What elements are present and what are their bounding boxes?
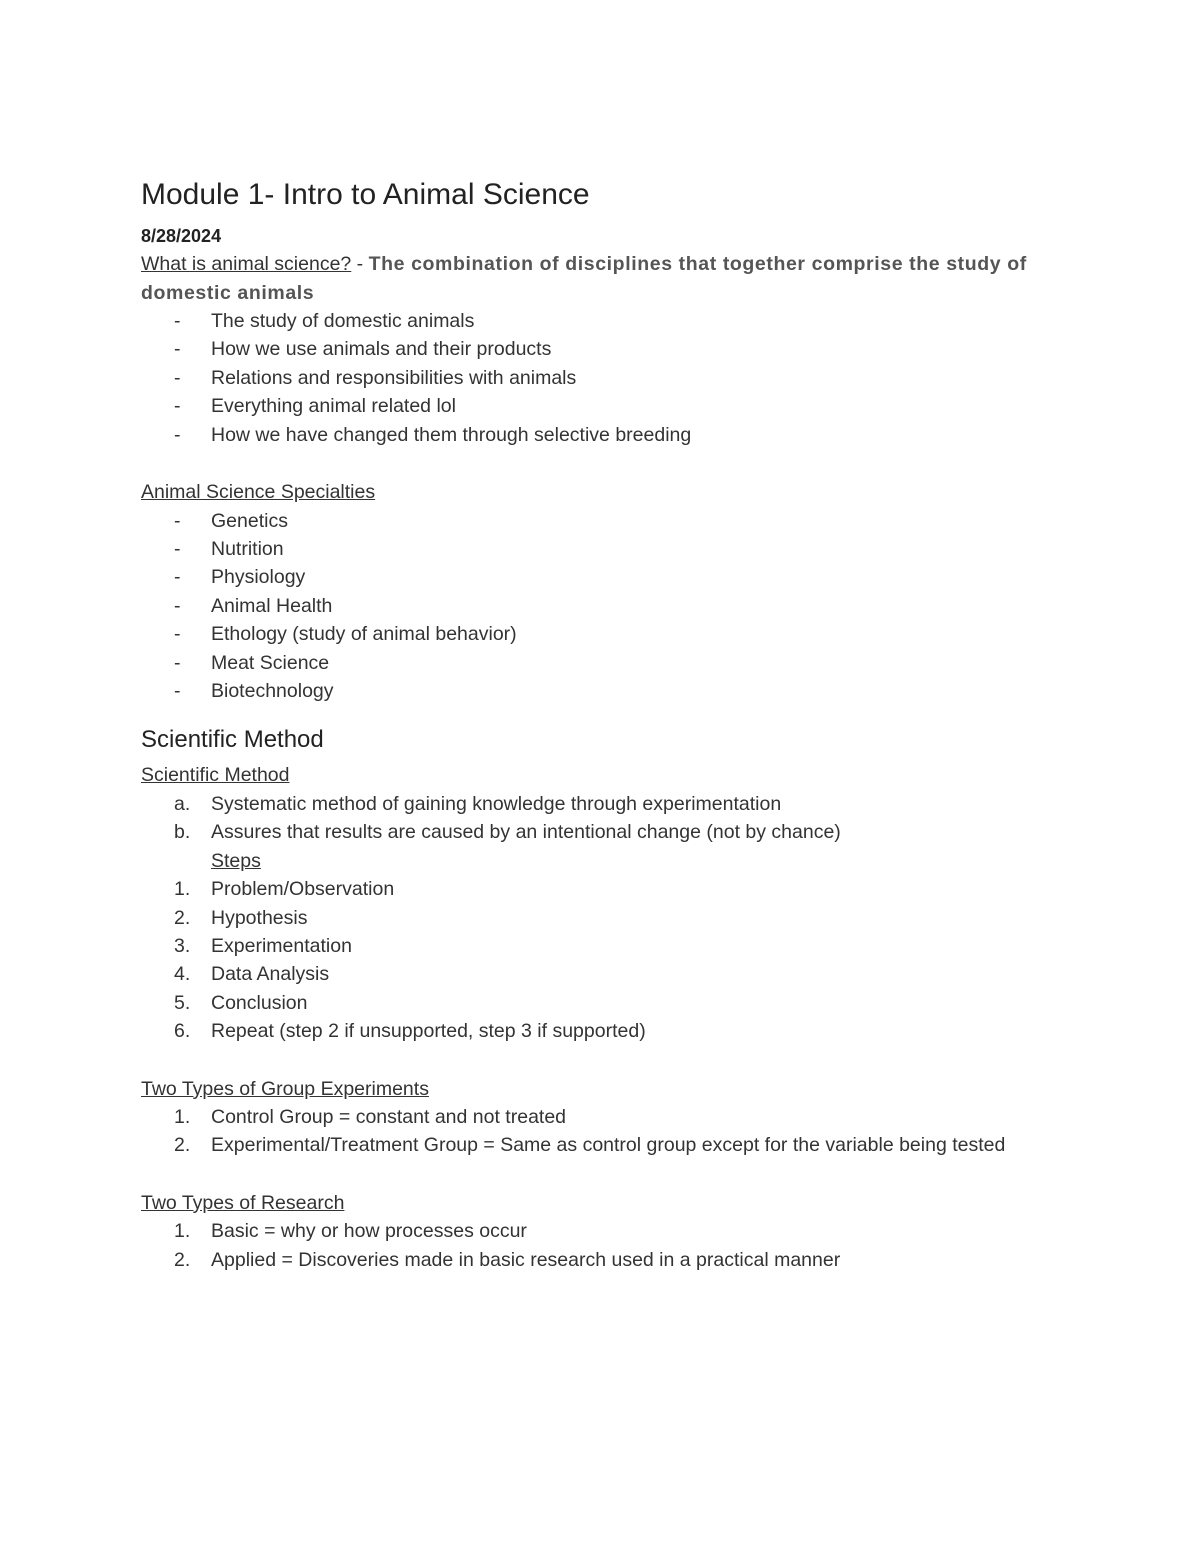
list-item: 1. Problem/Observation [141,875,1061,903]
what-is-separator: - [351,253,369,275]
document-date: 8/28/2024 [141,226,222,246]
section-title-scientific-method: Scientific Method [141,726,324,754]
list-item: b. Assures that results are caused by an intentional change (not by chance) [141,818,1061,846]
list-item: 2. Hypothesis [141,904,1061,932]
dash-marker: - [174,566,181,589]
dash-marker: - [174,537,181,560]
list-item: 2. Experimental/Treatment Group = Same as control group except for the variable being tested [141,1131,1061,1159]
list-item: - Biotechnology [141,677,1061,705]
dash-marker: - [174,366,181,389]
list-marker: 4. [174,963,191,986]
list-marker: 5. [174,991,191,1014]
list-item: - How we use animals and their products [141,335,1061,363]
list-item: a. Systematic method of gaining knowledge through experimentation [141,790,1061,818]
list-marker: a. [174,792,191,815]
list-item: - Everything animal related lol [141,392,1061,420]
specialties-heading: Animal Science Specialties [141,481,376,504]
spacer [141,1160,1061,1189]
scientific-method-subheading: Scientific Method [141,764,290,787]
group-experiments-heading: Two Types of Group Experiments [141,1077,429,1100]
what-is-question: What is animal science? [141,253,352,275]
steps-list [141,875,1061,1045]
list-item: 1. Basic = why or how processes occur [141,1217,1061,1245]
dash-marker: - [174,310,181,332]
list-item: 5. Conclusion [141,989,1061,1017]
list-item: 1. Control Group = constant and not treated [141,1103,1061,1131]
list-item: - Genetics [141,507,1061,535]
what-is-definition: The combination of disciplines that together comprise the study of domestic animals [141,253,1027,304]
dash-marker: - [174,338,181,361]
document-page [141,174,1061,1274]
dash-marker: - [174,423,181,446]
dash-marker: - [174,594,181,617]
list-marker: 2. [174,906,191,929]
list-item: - Meat Science [141,649,1061,677]
list-item: - The study of domestic animals [141,307,1061,335]
group-experiments-list [141,1103,1061,1160]
scientific-method-lettered-list [141,790,1061,847]
dash-marker: - [174,623,181,646]
specialties-list [141,507,1061,706]
list-item: - Ethology (study of animal behavior) [141,620,1061,648]
list-item: - How we have changed them through selective breeding [141,421,1061,449]
spacer [141,449,1061,478]
list-marker: 1. [174,1106,191,1129]
list-item: - Animal Health [141,592,1061,620]
list-item: - Physiology [141,563,1061,591]
steps-heading: Steps [211,849,261,872]
list-item: 4. Data Analysis [141,960,1061,988]
list-item: 2. Applied = Discoveries made in basic research used in a practical manner [141,1246,1061,1274]
list-item: 6. Repeat (step 2 if unsupported, step 3 if supported) [141,1017,1061,1045]
what-is-list [141,307,1061,449]
list-item: 3. Experimentation [141,932,1061,960]
research-heading: Two Types of Research [141,1191,345,1214]
list-marker: 3. [174,934,191,957]
spacer [141,1046,1061,1075]
dash-marker: - [174,395,181,418]
list-marker: 2. [174,1248,191,1271]
list-item: - Nutrition [141,535,1061,563]
dash-marker: - [174,679,181,702]
dash-marker: - [174,509,181,532]
what-is-paragraph [141,250,1061,307]
list-marker: 6. [174,1020,191,1043]
dash-marker: - [174,651,181,674]
list-marker: 2. [174,1134,191,1157]
list-marker: 1. [174,1220,191,1243]
research-list [141,1217,1061,1274]
list-marker: b. [174,821,191,844]
list-marker: 1. [174,878,191,901]
document-title: Module 1- Intro to Animal Science [141,178,590,211]
list-item: - Relations and responsibilities with animals [141,364,1061,392]
